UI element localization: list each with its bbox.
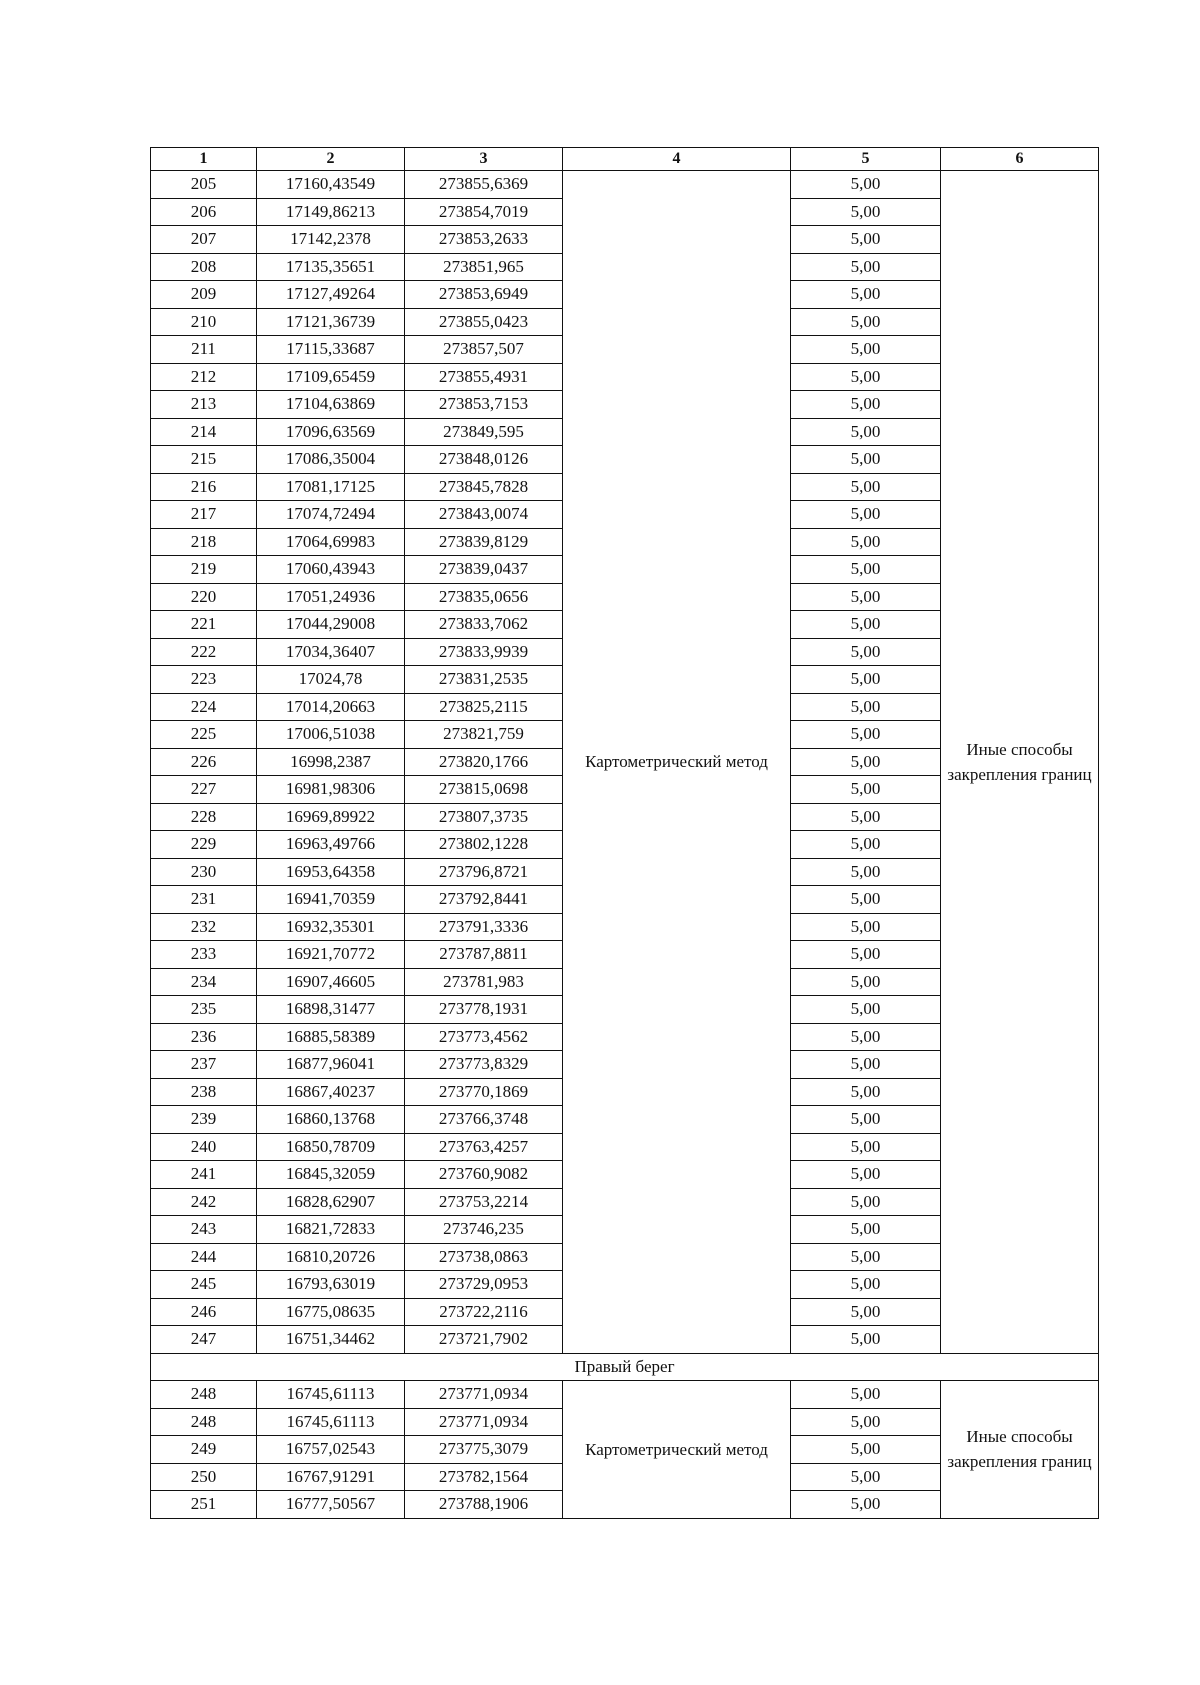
method-cell: Картометрический метод bbox=[563, 1381, 791, 1519]
coordinate-x: 16860,13768 bbox=[257, 1106, 405, 1134]
coordinate-x: 17074,72494 bbox=[257, 501, 405, 529]
accuracy-value: 5,00 bbox=[791, 1106, 941, 1134]
accuracy-value: 5,00 bbox=[791, 1216, 941, 1244]
point-number: 218 bbox=[151, 528, 257, 556]
point-number: 220 bbox=[151, 583, 257, 611]
coordinate-x: 16821,72833 bbox=[257, 1216, 405, 1244]
accuracy-value: 5,00 bbox=[791, 1133, 941, 1161]
accuracy-value: 5,00 bbox=[791, 1243, 941, 1271]
coordinate-y: 273753,2214 bbox=[405, 1188, 563, 1216]
coordinate-y: 273787,8811 bbox=[405, 941, 563, 969]
coordinate-x: 17096,63569 bbox=[257, 418, 405, 446]
coordinate-x: 16898,31477 bbox=[257, 996, 405, 1024]
accuracy-value: 5,00 bbox=[791, 996, 941, 1024]
point-number: 236 bbox=[151, 1023, 257, 1051]
accuracy-value: 5,00 bbox=[791, 308, 941, 336]
point-number: 226 bbox=[151, 748, 257, 776]
point-number: 207 bbox=[151, 226, 257, 254]
coordinate-x: 16828,62907 bbox=[257, 1188, 405, 1216]
coordinate-y: 273773,8329 bbox=[405, 1051, 563, 1079]
accuracy-value: 5,00 bbox=[791, 1161, 941, 1189]
point-number: 249 bbox=[151, 1436, 257, 1464]
accuracy-value: 5,00 bbox=[791, 913, 941, 941]
coordinate-y: 273775,3079 bbox=[405, 1436, 563, 1464]
header-col-2: 2 bbox=[257, 148, 405, 171]
point-number: 247 bbox=[151, 1326, 257, 1354]
accuracy-value: 5,00 bbox=[791, 886, 941, 914]
point-number: 217 bbox=[151, 501, 257, 529]
accuracy-value: 5,00 bbox=[791, 693, 941, 721]
coordinate-x: 16745,61113 bbox=[257, 1381, 405, 1409]
coordinate-x: 16767,91291 bbox=[257, 1463, 405, 1491]
point-number: 245 bbox=[151, 1271, 257, 1299]
coordinate-y: 273833,9939 bbox=[405, 638, 563, 666]
accuracy-value: 5,00 bbox=[791, 1298, 941, 1326]
point-number: 246 bbox=[151, 1298, 257, 1326]
table-row bbox=[151, 1381, 1099, 1409]
point-number: 228 bbox=[151, 803, 257, 831]
coordinate-x: 17115,33687 bbox=[257, 336, 405, 364]
fixing-method-cell: Иные способы закрепления границ bbox=[941, 171, 1099, 1354]
coordinate-y: 273853,2633 bbox=[405, 226, 563, 254]
point-number: 243 bbox=[151, 1216, 257, 1244]
section-row bbox=[151, 1353, 1099, 1381]
coordinate-y: 273721,7902 bbox=[405, 1326, 563, 1354]
coordinate-x: 16757,02543 bbox=[257, 1436, 405, 1464]
point-number: 229 bbox=[151, 831, 257, 859]
header-col-4: 4 bbox=[563, 148, 791, 171]
coordinate-y: 273851,965 bbox=[405, 253, 563, 281]
coordinate-x: 17121,36739 bbox=[257, 308, 405, 336]
coordinate-x: 16793,63019 bbox=[257, 1271, 405, 1299]
coordinate-y: 273807,3735 bbox=[405, 803, 563, 831]
coordinate-x: 17142,2378 bbox=[257, 226, 405, 254]
point-number: 211 bbox=[151, 336, 257, 364]
coordinate-y: 273760,9082 bbox=[405, 1161, 563, 1189]
point-number: 239 bbox=[151, 1106, 257, 1134]
point-number: 241 bbox=[151, 1161, 257, 1189]
coordinate-y: 273771,0934 bbox=[405, 1408, 563, 1436]
accuracy-value: 5,00 bbox=[791, 198, 941, 226]
coordinates-table bbox=[150, 147, 1099, 1519]
coordinate-y: 273729,0953 bbox=[405, 1271, 563, 1299]
coordinate-y: 273848,0126 bbox=[405, 446, 563, 474]
coordinate-x: 16850,78709 bbox=[257, 1133, 405, 1161]
point-number: 234 bbox=[151, 968, 257, 996]
coordinate-x: 16953,64358 bbox=[257, 858, 405, 886]
coordinate-y: 273770,1869 bbox=[405, 1078, 563, 1106]
point-number: 208 bbox=[151, 253, 257, 281]
table-body bbox=[151, 171, 1099, 1519]
header-col-3: 3 bbox=[405, 148, 563, 171]
accuracy-value: 5,00 bbox=[791, 556, 941, 584]
point-number: 230 bbox=[151, 858, 257, 886]
accuracy-value: 5,00 bbox=[791, 941, 941, 969]
point-number: 227 bbox=[151, 776, 257, 804]
coordinate-x: 16907,46605 bbox=[257, 968, 405, 996]
accuracy-value: 5,00 bbox=[791, 226, 941, 254]
accuracy-value: 5,00 bbox=[791, 858, 941, 886]
coordinate-y: 273788,1906 bbox=[405, 1491, 563, 1519]
accuracy-value: 5,00 bbox=[791, 501, 941, 529]
coordinate-y: 273854,7019 bbox=[405, 198, 563, 226]
accuracy-value: 5,00 bbox=[791, 1023, 941, 1051]
coordinate-y: 273845,7828 bbox=[405, 473, 563, 501]
coordinate-x: 16941,70359 bbox=[257, 886, 405, 914]
accuracy-value: 5,00 bbox=[791, 1381, 941, 1409]
point-number: 225 bbox=[151, 721, 257, 749]
coordinate-x: 16867,40237 bbox=[257, 1078, 405, 1106]
coordinate-y: 273778,1931 bbox=[405, 996, 563, 1024]
coordinate-y: 273853,6949 bbox=[405, 281, 563, 309]
coordinate-y: 273855,4931 bbox=[405, 363, 563, 391]
coordinate-x: 16921,70772 bbox=[257, 941, 405, 969]
point-number: 251 bbox=[151, 1491, 257, 1519]
accuracy-value: 5,00 bbox=[791, 611, 941, 639]
header-col-6: 6 bbox=[941, 148, 1099, 171]
coordinate-x: 17109,65459 bbox=[257, 363, 405, 391]
coordinate-y: 273843,0074 bbox=[405, 501, 563, 529]
coordinate-x: 16777,50567 bbox=[257, 1491, 405, 1519]
coordinate-x: 17104,63869 bbox=[257, 391, 405, 419]
coordinate-y: 273796,8721 bbox=[405, 858, 563, 886]
coordinate-y: 273833,7062 bbox=[405, 611, 563, 639]
coordinate-y: 273722,2116 bbox=[405, 1298, 563, 1326]
point-number: 235 bbox=[151, 996, 257, 1024]
coordinate-x: 17160,43549 bbox=[257, 171, 405, 199]
accuracy-value: 5,00 bbox=[791, 418, 941, 446]
coordinate-x: 17064,69983 bbox=[257, 528, 405, 556]
accuracy-value: 5,00 bbox=[791, 171, 941, 199]
coordinate-y: 273792,8441 bbox=[405, 886, 563, 914]
point-number: 214 bbox=[151, 418, 257, 446]
coordinate-y: 273781,983 bbox=[405, 968, 563, 996]
accuracy-value: 5,00 bbox=[791, 968, 941, 996]
coordinate-y: 273839,0437 bbox=[405, 556, 563, 584]
header-col-1: 1 bbox=[151, 148, 257, 171]
accuracy-value: 5,00 bbox=[791, 1436, 941, 1464]
coordinate-y: 273791,3336 bbox=[405, 913, 563, 941]
accuracy-value: 5,00 bbox=[791, 803, 941, 831]
accuracy-value: 5,00 bbox=[791, 721, 941, 749]
coordinate-y: 273821,759 bbox=[405, 721, 563, 749]
coordinate-y: 273857,507 bbox=[405, 336, 563, 364]
coordinate-y: 273773,4562 bbox=[405, 1023, 563, 1051]
accuracy-value: 5,00 bbox=[791, 831, 941, 859]
point-number: 237 bbox=[151, 1051, 257, 1079]
point-number: 224 bbox=[151, 693, 257, 721]
accuracy-value: 5,00 bbox=[791, 1463, 941, 1491]
coordinate-x: 16845,32059 bbox=[257, 1161, 405, 1189]
point-number: 215 bbox=[151, 446, 257, 474]
point-number: 206 bbox=[151, 198, 257, 226]
coordinate-y: 273802,1228 bbox=[405, 831, 563, 859]
accuracy-value: 5,00 bbox=[791, 1326, 941, 1354]
coordinate-y: 273855,0423 bbox=[405, 308, 563, 336]
coordinate-x: 16745,61113 bbox=[257, 1408, 405, 1436]
accuracy-value: 5,00 bbox=[791, 666, 941, 694]
coordinate-y: 273815,0698 bbox=[405, 776, 563, 804]
coordinate-y: 273825,2115 bbox=[405, 693, 563, 721]
accuracy-value: 5,00 bbox=[791, 1078, 941, 1106]
point-number: 223 bbox=[151, 666, 257, 694]
coordinate-x: 17014,20663 bbox=[257, 693, 405, 721]
accuracy-value: 5,00 bbox=[791, 583, 941, 611]
coordinate-x: 16877,96041 bbox=[257, 1051, 405, 1079]
accuracy-value: 5,00 bbox=[791, 391, 941, 419]
accuracy-value: 5,00 bbox=[791, 528, 941, 556]
point-number: 250 bbox=[151, 1463, 257, 1491]
coordinate-y: 273835,0656 bbox=[405, 583, 563, 611]
method-cell: Картометрический метод bbox=[563, 171, 791, 1354]
header-col-5: 5 bbox=[791, 148, 941, 171]
point-number: 232 bbox=[151, 913, 257, 941]
accuracy-value: 5,00 bbox=[791, 1491, 941, 1519]
coordinate-x: 17086,35004 bbox=[257, 446, 405, 474]
point-number: 233 bbox=[151, 941, 257, 969]
accuracy-value: 5,00 bbox=[791, 363, 941, 391]
coordinate-x: 16751,34462 bbox=[257, 1326, 405, 1354]
point-number: 238 bbox=[151, 1078, 257, 1106]
point-number: 222 bbox=[151, 638, 257, 666]
accuracy-value: 5,00 bbox=[791, 473, 941, 501]
point-number: 210 bbox=[151, 308, 257, 336]
point-number: 216 bbox=[151, 473, 257, 501]
point-number: 248 bbox=[151, 1381, 257, 1409]
coordinate-x: 16810,20726 bbox=[257, 1243, 405, 1271]
coordinate-x: 16998,2387 bbox=[257, 748, 405, 776]
section-title: Правый берег bbox=[151, 1353, 1099, 1381]
coordinate-y: 273746,235 bbox=[405, 1216, 563, 1244]
fixing-method-cell: Иные способы закрепления границ bbox=[941, 1381, 1099, 1519]
coordinate-x: 17006,51038 bbox=[257, 721, 405, 749]
coordinate-x: 17135,35651 bbox=[257, 253, 405, 281]
coordinate-y: 273782,1564 bbox=[405, 1463, 563, 1491]
accuracy-value: 5,00 bbox=[791, 638, 941, 666]
coordinate-y: 273839,8129 bbox=[405, 528, 563, 556]
accuracy-value: 5,00 bbox=[791, 776, 941, 804]
coordinate-y: 273738,0863 bbox=[405, 1243, 563, 1271]
accuracy-value: 5,00 bbox=[791, 748, 941, 776]
coordinate-x: 16932,35301 bbox=[257, 913, 405, 941]
coordinate-x: 17081,17125 bbox=[257, 473, 405, 501]
coordinate-y: 273820,1766 bbox=[405, 748, 563, 776]
point-number: 213 bbox=[151, 391, 257, 419]
coordinate-x: 16885,58389 bbox=[257, 1023, 405, 1051]
accuracy-value: 5,00 bbox=[791, 336, 941, 364]
coordinate-y: 273853,7153 bbox=[405, 391, 563, 419]
coordinate-x: 17024,78 bbox=[257, 666, 405, 694]
coordinate-x: 17149,86213 bbox=[257, 198, 405, 226]
coordinate-y: 273855,6369 bbox=[405, 171, 563, 199]
point-number: 244 bbox=[151, 1243, 257, 1271]
point-number: 212 bbox=[151, 363, 257, 391]
header-row bbox=[151, 148, 1099, 171]
coordinate-y: 273831,2535 bbox=[405, 666, 563, 694]
accuracy-value: 5,00 bbox=[791, 1188, 941, 1216]
coordinate-x: 16963,49766 bbox=[257, 831, 405, 859]
coordinate-x: 16981,98306 bbox=[257, 776, 405, 804]
accuracy-value: 5,00 bbox=[791, 253, 941, 281]
point-number: 242 bbox=[151, 1188, 257, 1216]
point-number: 219 bbox=[151, 556, 257, 584]
table-header bbox=[151, 148, 1099, 171]
coordinate-x: 17060,43943 bbox=[257, 556, 405, 584]
coordinate-y: 273849,595 bbox=[405, 418, 563, 446]
point-number: 209 bbox=[151, 281, 257, 309]
accuracy-value: 5,00 bbox=[791, 281, 941, 309]
coordinate-x: 17127,49264 bbox=[257, 281, 405, 309]
coordinate-y: 273771,0934 bbox=[405, 1381, 563, 1409]
coordinate-x: 17044,29008 bbox=[257, 611, 405, 639]
accuracy-value: 5,00 bbox=[791, 446, 941, 474]
accuracy-value: 5,00 bbox=[791, 1051, 941, 1079]
coordinate-y: 273763,4257 bbox=[405, 1133, 563, 1161]
point-number: 248 bbox=[151, 1408, 257, 1436]
table-row bbox=[151, 171, 1099, 199]
accuracy-value: 5,00 bbox=[791, 1408, 941, 1436]
coordinate-x: 17034,36407 bbox=[257, 638, 405, 666]
point-number: 221 bbox=[151, 611, 257, 639]
point-number: 205 bbox=[151, 171, 257, 199]
coordinate-x: 17051,24936 bbox=[257, 583, 405, 611]
coordinate-y: 273766,3748 bbox=[405, 1106, 563, 1134]
coordinate-x: 16775,08635 bbox=[257, 1298, 405, 1326]
point-number: 240 bbox=[151, 1133, 257, 1161]
coordinate-x: 16969,89922 bbox=[257, 803, 405, 831]
accuracy-value: 5,00 bbox=[791, 1271, 941, 1299]
point-number: 231 bbox=[151, 886, 257, 914]
